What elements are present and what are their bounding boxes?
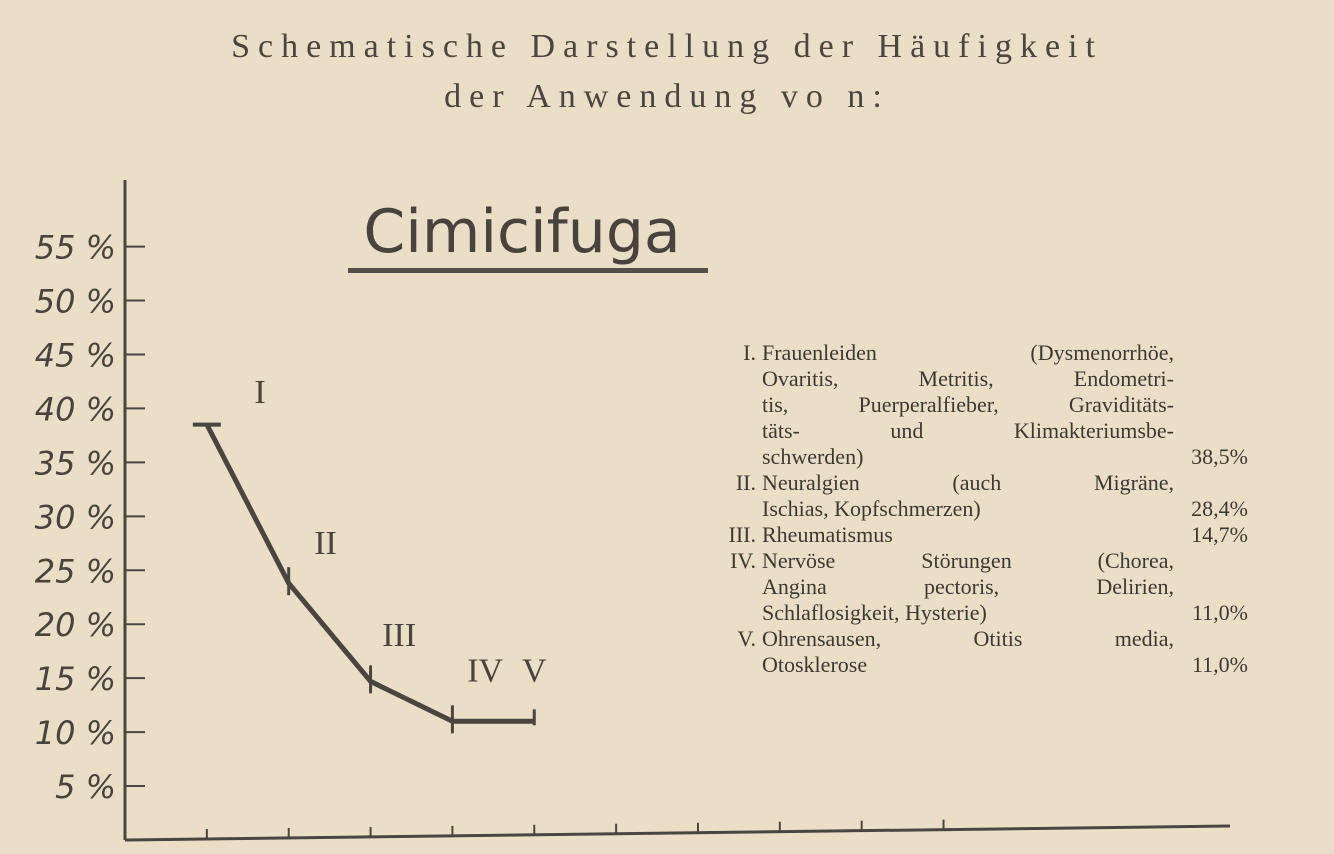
title-underline — [348, 268, 708, 273]
legend-value: 11,0% — [1191, 652, 1248, 677]
y-tick-label: 35 % — [34, 444, 116, 483]
y-tick-label: 5 % — [55, 768, 116, 807]
legend — [700, 340, 1248, 678]
chart-title: Cimicifuga — [363, 197, 681, 267]
legend-entry-text — [762, 340, 1248, 470]
legend-line: schwerden) — [762, 444, 864, 469]
legend-line: Nervöse Störungen (Chorea, — [762, 548, 1174, 573]
y-tick-label: 50 % — [34, 282, 116, 321]
y-tick-label: 55 % — [34, 228, 116, 267]
legend-line: tis, Puerperalfieber, Graviditäts- — [762, 392, 1174, 417]
legend-entry — [700, 470, 1248, 522]
legend-entry-number: II. — [735, 470, 756, 495]
point-label: II — [314, 525, 337, 563]
point-label: III — [382, 616, 417, 654]
point-label: V — [521, 652, 547, 690]
legend-value: 38,5% — [1191, 444, 1248, 469]
y-axis-ticks — [35, 229, 145, 806]
legend-entry-number: V. — [737, 626, 756, 651]
legend-value: 28,4% — [1191, 496, 1248, 521]
legend-line: Frauenleiden (Dysmenorrhöe, — [762, 340, 1174, 365]
y-tick-label: 30 % — [34, 498, 116, 537]
legend-entry-text — [762, 522, 1248, 548]
point-label: IV — [467, 652, 504, 690]
header-line-2: der Anwendung vo n: — [444, 78, 890, 115]
y-tick-label: 40 % — [34, 390, 116, 429]
legend-line: Otosklerose — [762, 652, 868, 677]
y-tick-label: 25 % — [34, 552, 116, 591]
legend-entry-text — [762, 470, 1248, 522]
legend-entry-number: I. — [743, 340, 756, 365]
header-line-1: Schematische Darstellung der Häufigkeit — [231, 28, 1103, 65]
legend-entry-text — [762, 548, 1248, 626]
legend-line: täts- und Klimakteriumsbe- — [762, 418, 1174, 443]
legend-value: 11,0% — [1191, 600, 1248, 625]
legend-entry-text — [762, 626, 1248, 678]
legend-entry — [700, 626, 1248, 678]
legend-entry — [700, 548, 1248, 626]
legend-line: Schlaflosigkeit, Hysterie) — [762, 600, 987, 625]
y-tick-label: 20 % — [34, 606, 116, 645]
y-tick-label: 15 % — [34, 660, 116, 699]
legend-line: Ovaritis, Metritis, Endometri- — [762, 366, 1174, 391]
legend-entry-number: IV. — [730, 548, 756, 573]
legend-entry-number: III. — [728, 522, 756, 547]
legend-line: Ohrensausen, Otitis media, — [762, 626, 1174, 651]
y-tick-label: 10 % — [34, 714, 116, 753]
point-labels — [254, 374, 547, 689]
legend-value: 14,7% — [1191, 522, 1248, 547]
legend-entry — [700, 340, 1248, 470]
point-label: I — [254, 374, 266, 412]
legend-line: Ischias, Kopfschmerzen) — [762, 496, 981, 521]
x-axis-line — [125, 826, 1230, 840]
legend-line: Angina pectoris, Delirien, — [762, 574, 1174, 599]
y-tick-label: 45 % — [34, 336, 116, 375]
legend-line: Rheumatismus — [762, 522, 893, 547]
legend-line: Neuralgien (auch Migräne, — [762, 470, 1174, 495]
legend-entry — [700, 522, 1248, 548]
